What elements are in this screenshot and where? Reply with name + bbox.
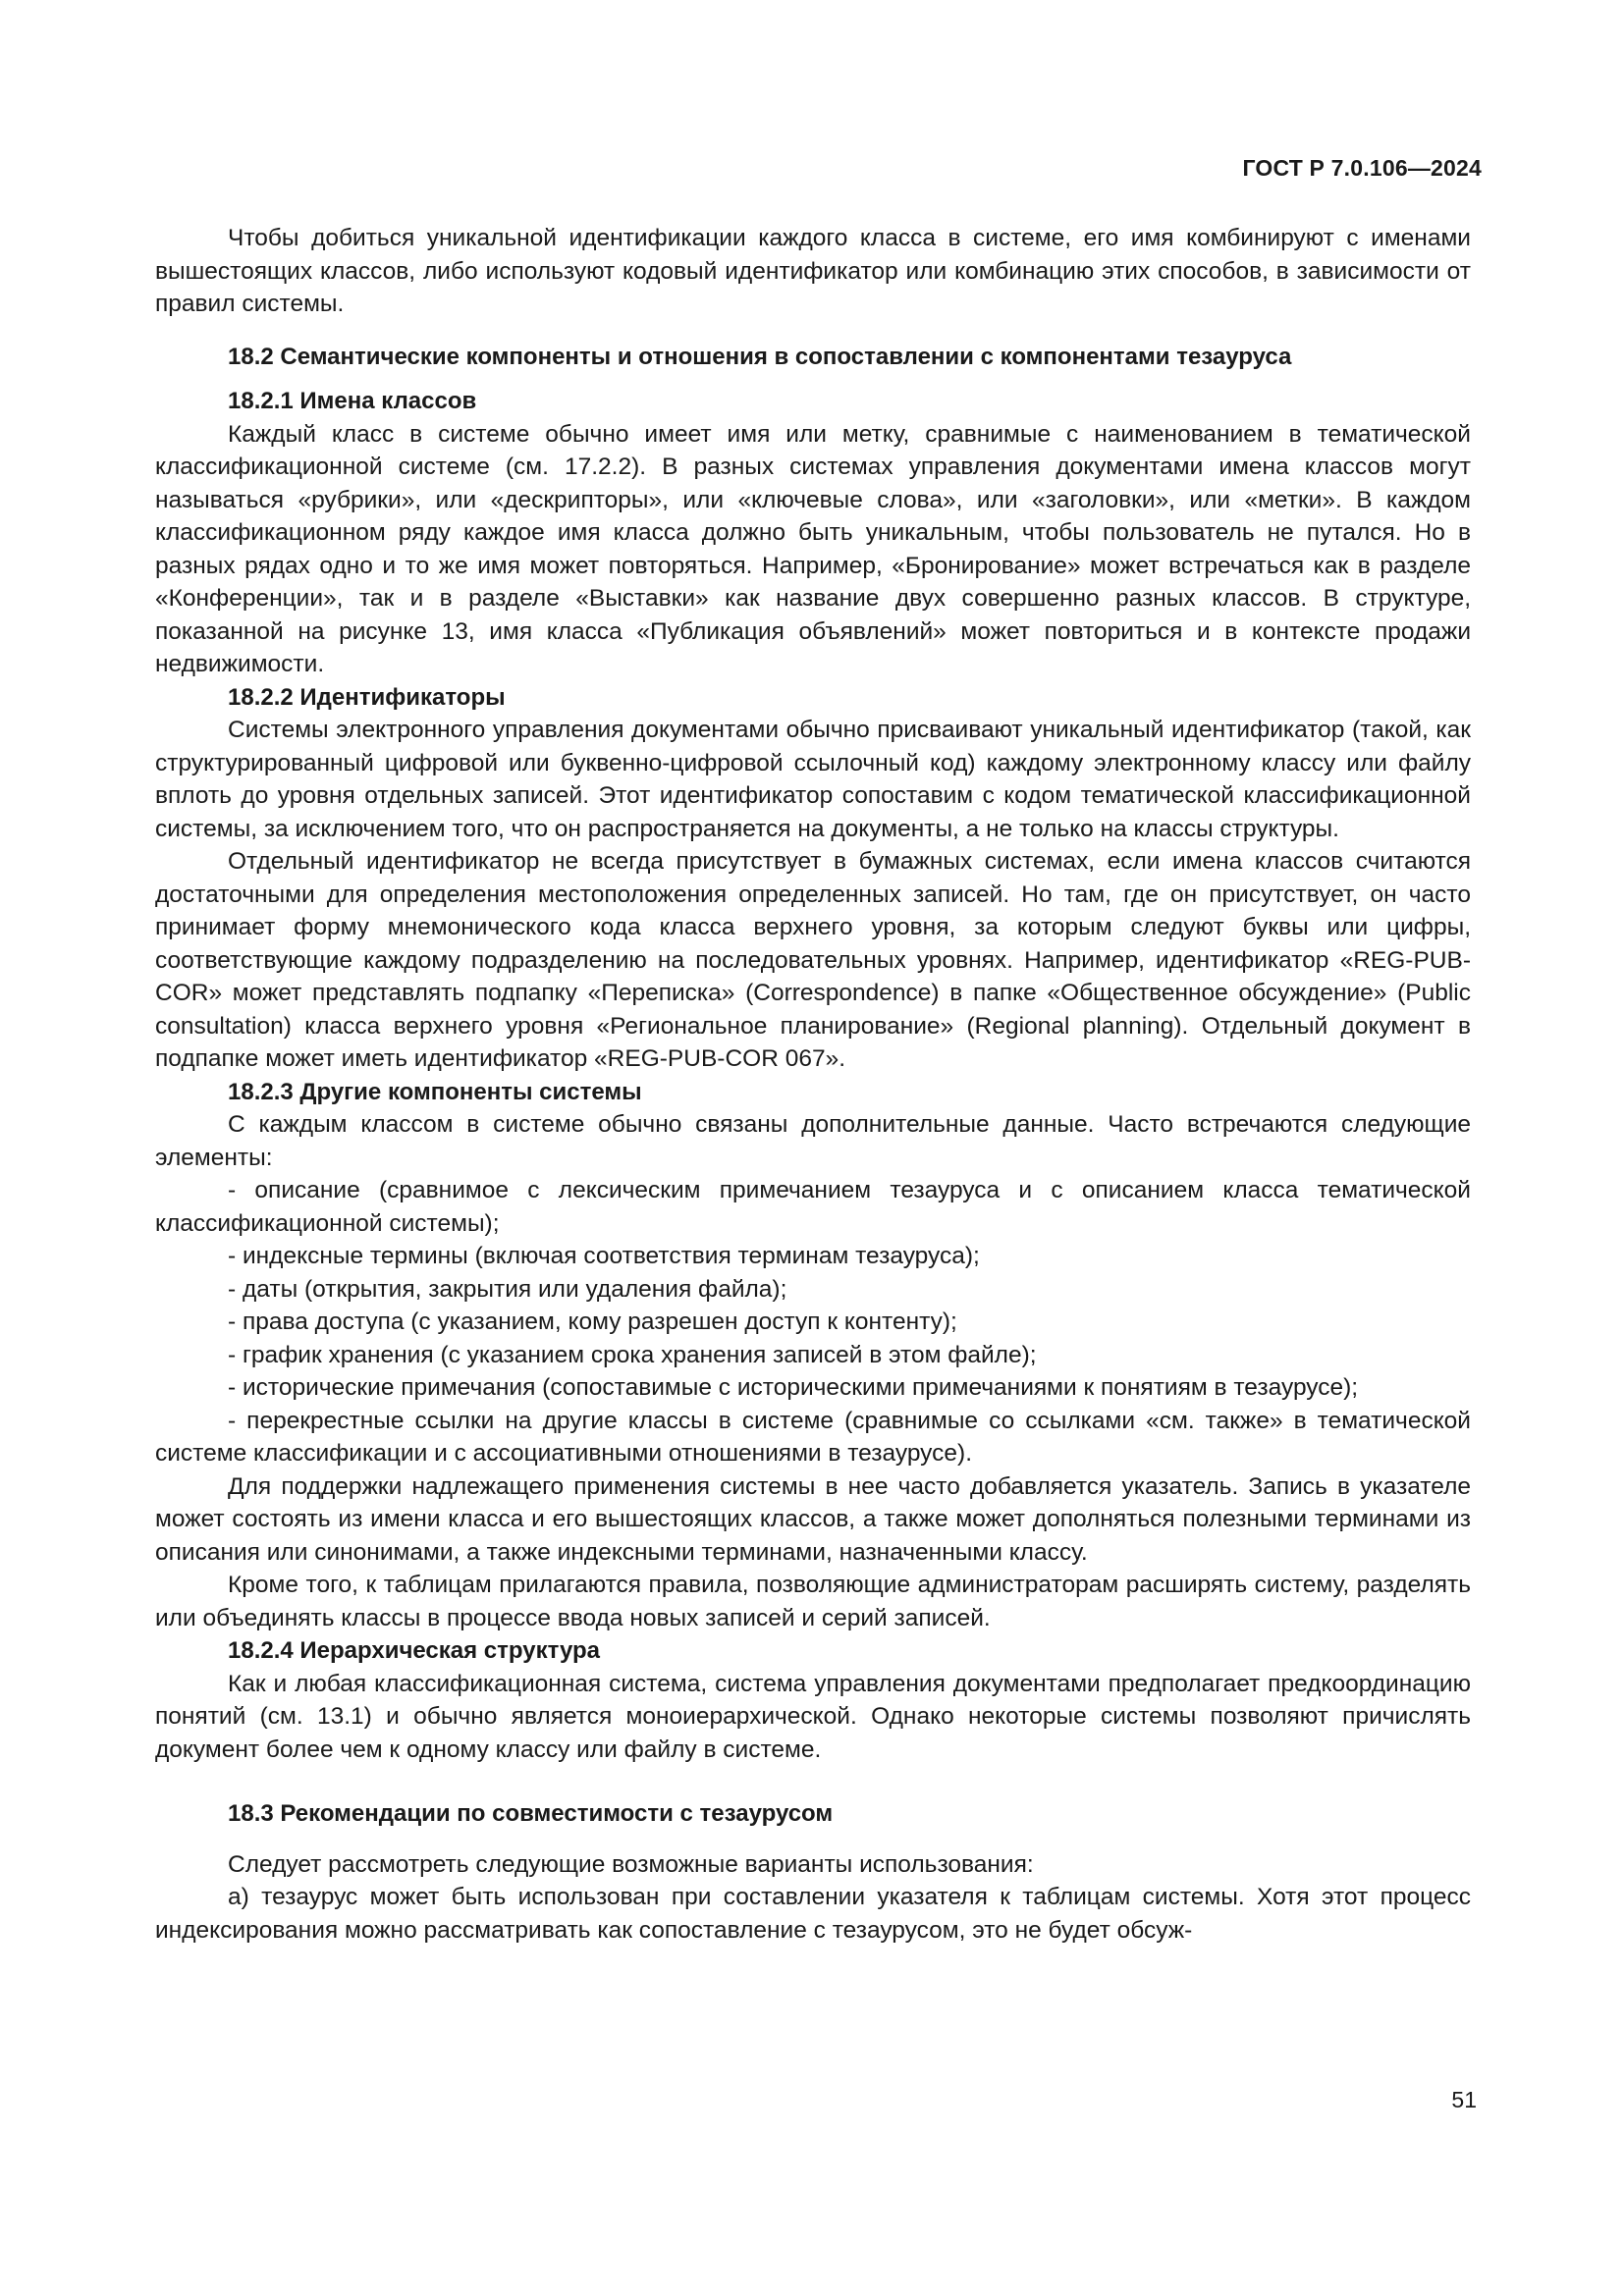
list-item: - график хранения (с указанием срока хранения записей в этом файле); — [228, 1341, 1037, 1368]
section-18-3-heading: 18.3 Рекомендации по совместимости с тезаурусом — [228, 1800, 834, 1827]
page-number: 51 — [1451, 2087, 1477, 2112]
paragraph: Отдельный идентификатор не всегда присутствует в бумажных системах, если имена классов считаются достаточными для определения местоположения определенных записей. Но там, где он присутствует, он часто принимает форму мнемонического кода класса верхнего уровня, за которым следуют буквы или цифры, соответствующие каждому подразделению на последовательных уровнях. Например, идентификатор «REG-PUB-COR» может представлять подпапку «Переписка» (Correspondence) в папке «Общественное обсуждение» (Public consultation) класса верхнего уровня «Региональное планирование» (Regional planning). Отдельный документ в подпапке может иметь идентификатор «REG-PUB-COR 067». — [155, 848, 1471, 1072]
list-item: - перекрестные ссылки на другие классы в системе (сравнимые со ссылками «см. также» в тематической системе классификации и с ассоциативными отношениями в тезаурусе). — [155, 1407, 1471, 1467]
document-standard-header: ГОСТ Р 7.0.106—2024 — [1242, 155, 1482, 181]
paragraph: С каждым классом в системе обычно связаны дополнительные данные. Часто встречаются следующие элементы: — [155, 1111, 1471, 1171]
paragraph: Кроме того, к таблицам прилагаются правила, позволяющие администраторам расширять систему, разделять или объединять классы в процессе ввода новых записей и серий записей. — [155, 1572, 1471, 1631]
section-18-2-1-heading: 18.2.1 Имена классов — [228, 388, 477, 414]
section-18-2-2-heading: 18.2.2 Идентификаторы — [228, 683, 506, 711]
list-item: - права доступа (с указанием, кому разрешен доступ к контенту); — [228, 1308, 957, 1335]
intro-paragraph: Чтобы добиться уникальной идентификации каждого класса в системе, его имя комбинируют с именами вышестоящих классов, либо используют кодовый идентификатор или комбинацию этих способов, в зависимости от правил системы. — [155, 225, 1471, 317]
list-item: - исторические примечания (сопоставимые с историческими примечаниями к понятиям в тезаурусе); — [228, 1374, 1359, 1401]
list-item: - индексные термины (включая соответствия терминам тезауруса); — [228, 1243, 980, 1269]
paragraph: Каждый класс в системе обычно имеет имя или метку, сравнимые с наименованием в тематической классификационной системе (см. 17.2.2). В разных системах управления документами имена классов могут называться «рубрики», или «дескрипторы», или «ключевые слова», или «заголовки», или «метки». В каждом классификационном ряду каждое имя класса должно быть уникальным, чтобы пользователь не путался. Но в разных рядах одно и то же имя может повторяться. Например, «Бронирование» может встречаться как в разделе «Конференции», так и в разделе «Выставки» как название двух совершенно разных классов. В структуре, показанной на рисунке 13, имя класса «Публикация объявлений» может повториться и в контексте продажи недвижимости. — [155, 420, 1471, 677]
paragraph: Как и любая классификационная система, система управления документами предполагает предкоординацию понятий (см. 13.1) и обычно является моноиерархической. Однако некоторые системы позволяют причислять документ более чем к одному классу или файлу в системе. — [155, 1670, 1471, 1763]
paragraph: а) тезаурус может быть использован при составлении указателя к таблицам системы. Хотя этот процесс индексирования можно рассматривать как сопоставление с тезаурусом, это не будет обсуж- — [155, 1884, 1471, 1944]
paragraph: Системы электронного управления документами обычно присваивают уникальный идентификатор (такой, как структурированный цифровой или буквенно-цифровой ссылочный код) каждому электронному классу или файлу вплоть до уровня отдельных записей. Этот идентификатор сопоставим с кодом тематической классификационной системы, за исключением того, что он распространяется на документы, а не только на классы структуры. — [155, 717, 1471, 842]
list-item: - описание (сравнимое с лексическим примечанием тезауруса и с описанием класса тематической классификационной системы); — [155, 1177, 1471, 1237]
section-18-2-4-heading: 18.2.4 Иерархическая структура — [228, 1637, 600, 1664]
section-18-2-heading: 18.2 Семантические компоненты и отношения в сопоставлении с компонентами тезауруса — [228, 343, 1292, 370]
paragraph: Следует рассмотреть следующие возможные варианты использования: — [228, 1850, 1034, 1878]
paragraph: Для поддержки надлежащего применения системы в нее часто добавляется указатель. Запись в указателе может состоять из имени класса и его вышестоящих классов, а также может дополняться полезными терминами из описания или синонимами, а также индексными терминами, назначенными классу. — [155, 1472, 1471, 1566]
list-item: - даты (открытия, закрытия или удаления файла); — [228, 1275, 787, 1303]
page-body — [155, 222, 1471, 1947]
section-18-2-3-heading: 18.2.3 Другие компоненты системы — [228, 1078, 642, 1105]
